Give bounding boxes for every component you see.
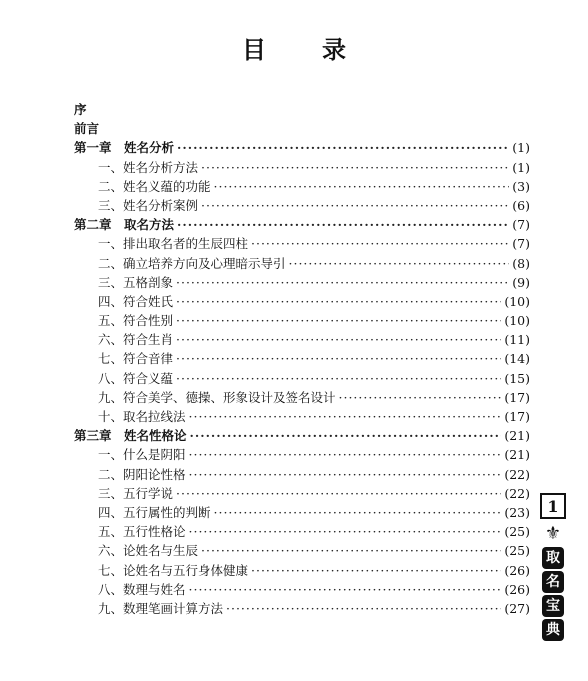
toc-section-entry[interactable] <box>74 177 530 196</box>
toc-entry-page: (10) <box>504 313 530 329</box>
toc-section-entry[interactable] <box>74 445 530 464</box>
dot-leader <box>289 254 510 273</box>
toc-section-entry[interactable] <box>74 388 530 407</box>
toc-entry-label: 七、符合音律 <box>98 351 174 367</box>
toc-entry-page: (22) <box>504 485 530 501</box>
table-of-contents <box>74 100 530 618</box>
dot-leader <box>189 580 502 599</box>
dot-leader <box>201 541 501 560</box>
toc-entry-label: 二、姓名义蕴的功能 <box>98 178 211 194</box>
dot-leader <box>201 158 509 177</box>
toc-entry-page: (21) <box>504 447 530 463</box>
toc-section-entry[interactable] <box>74 599 530 618</box>
toc-entry-label: 十、取名拉线法 <box>98 409 186 424</box>
vertical-title-char: 名 <box>542 571 564 593</box>
toc-entry-label: 前言 <box>74 121 100 137</box>
toc-entry-label: 一、姓名分析方法 <box>98 159 199 175</box>
dot-leader <box>176 273 509 292</box>
toc-section-entry[interactable] <box>74 158 530 177</box>
vertical-title-char: 宝 <box>542 595 564 617</box>
toc-entry-page: (17) <box>504 409 530 424</box>
toc-entry-label: 第二章 取名方法 <box>74 217 175 233</box>
toc-entry-page: (25) <box>504 524 530 540</box>
toc-entry-label: 二、确立培养方向及心理暗示导引 <box>98 255 286 271</box>
dot-leader <box>251 234 509 253</box>
dot-leader <box>177 138 509 157</box>
toc-entry-page: (8) <box>512 255 530 271</box>
toc-section-entry[interactable] <box>74 273 530 292</box>
toc-entry-label: 三、五格剖象 <box>98 274 174 290</box>
toc-entry-label: 二、阴阳论性格 <box>98 466 186 482</box>
toc-entry-page: (22) <box>504 466 530 482</box>
toc-entry-label: 五、五行性格论 <box>98 524 186 540</box>
dot-leader <box>176 369 501 388</box>
vertical-title-char: 典 <box>542 619 564 641</box>
toc-section-entry[interactable] <box>74 561 530 580</box>
toc-entry-page: (11) <box>504 332 530 348</box>
toc-entry-label: 第三章 姓名性格论 <box>74 428 187 444</box>
dot-leader <box>201 196 509 215</box>
toc-section-entry[interactable] <box>74 234 530 253</box>
toc-section-entry[interactable] <box>74 522 530 541</box>
dot-leader <box>177 215 509 234</box>
toc-entry-page: (17) <box>504 389 530 405</box>
toc-entry-label: 六、符合生肖 <box>98 332 174 348</box>
toc-entry-page: (6) <box>512 197 530 213</box>
toc-entry-page: (25) <box>504 543 530 559</box>
toc-entry-label: 四、五行属性的判断 <box>98 504 211 520</box>
dot-leader <box>226 599 501 618</box>
toc-entry-label: 九、符合美学、德操、形象设计及签名设计 <box>98 389 336 405</box>
toc-entry-page: (7) <box>512 236 530 252</box>
dot-leader <box>189 465 502 484</box>
toc-entry-label: 八、数理与姓名 <box>98 581 186 597</box>
dot-leader <box>214 503 502 522</box>
toc-chapter-entry[interactable] <box>74 119 530 138</box>
page-number: 1 <box>540 493 566 519</box>
toc-entry-page: (3) <box>512 178 530 194</box>
toc-entry-page: (26) <box>504 562 530 578</box>
toc-section-entry[interactable] <box>74 196 530 215</box>
dot-leader <box>189 407 502 426</box>
toc-entry-label: 三、五行学说 <box>98 485 174 501</box>
dot-leader <box>176 292 501 311</box>
toc-section-entry[interactable] <box>74 484 530 503</box>
toc-chapter-entry[interactable] <box>74 426 530 445</box>
dot-leader <box>339 388 502 407</box>
dot-leader <box>176 330 501 349</box>
vertical-title-char: 取 <box>542 547 564 569</box>
toc-chapter-entry[interactable] <box>74 100 530 119</box>
toc-section-entry[interactable] <box>74 311 530 330</box>
toc-entry-label: 四、符合姓氏 <box>98 293 174 309</box>
toc-entry-label: 七、论姓名与五行身体健康 <box>98 562 249 578</box>
toc-entry-page: (10) <box>504 293 530 309</box>
fleur-de-lis-icon: ⚜ <box>544 523 562 544</box>
toc-entry-page: (21) <box>504 428 530 444</box>
toc-section-entry[interactable] <box>74 369 530 388</box>
toc-section-entry[interactable] <box>74 254 530 273</box>
toc-entry-label: 五、符合性别 <box>98 313 174 329</box>
toc-entry-label: 九、数理笔画计算方法 <box>98 600 224 616</box>
toc-entry-page: (1) <box>512 159 530 175</box>
dot-leader <box>251 561 501 580</box>
page-title: 目 录 <box>242 35 362 64</box>
toc-chapter-entry[interactable] <box>74 138 530 157</box>
toc-entry-page: (26) <box>504 581 530 597</box>
toc-entry-label: 三、姓名分析案例 <box>98 197 199 213</box>
toc-section-entry[interactable] <box>74 349 530 368</box>
dot-leader <box>214 177 510 196</box>
toc-entry-page: (1) <box>512 140 530 156</box>
toc-entry-label: 序 <box>74 102 87 117</box>
dot-leader <box>189 522 502 541</box>
toc-entry-page: (23) <box>504 504 530 520</box>
toc-entry-label: 一、排出取名者的生辰四柱 <box>98 236 249 252</box>
toc-entry-label: 第一章 姓名分析 <box>74 140 175 156</box>
toc-entry-label: 六、论姓名与生辰 <box>98 543 199 559</box>
toc-section-entry[interactable] <box>74 330 530 349</box>
toc-entry-page: (7) <box>512 217 530 233</box>
toc-entry-page: (14) <box>504 351 530 367</box>
toc-section-entry[interactable] <box>74 465 530 484</box>
toc-entry-page: (15) <box>504 370 530 386</box>
toc-section-entry[interactable] <box>74 503 530 522</box>
dot-leader <box>190 426 502 445</box>
toc-entry-label: 一、什么是阴阳 <box>98 447 186 463</box>
toc-entry-page: (27) <box>504 600 530 616</box>
dot-leader <box>176 311 501 330</box>
dot-leader <box>176 484 501 503</box>
toc-section-entry[interactable] <box>74 580 530 599</box>
toc-section-entry[interactable] <box>74 541 530 560</box>
toc-section-entry[interactable] <box>74 292 530 311</box>
toc-entry-label: 八、符合义蕴 <box>98 370 174 386</box>
side-tab <box>540 493 570 643</box>
dot-leader <box>189 445 502 464</box>
toc-chapter-entry[interactable] <box>74 215 530 234</box>
dot-leader <box>176 349 501 368</box>
toc-section-entry[interactable] <box>74 407 530 426</box>
vertical-book-title <box>540 547 566 643</box>
toc-entry-page: (9) <box>512 274 530 290</box>
